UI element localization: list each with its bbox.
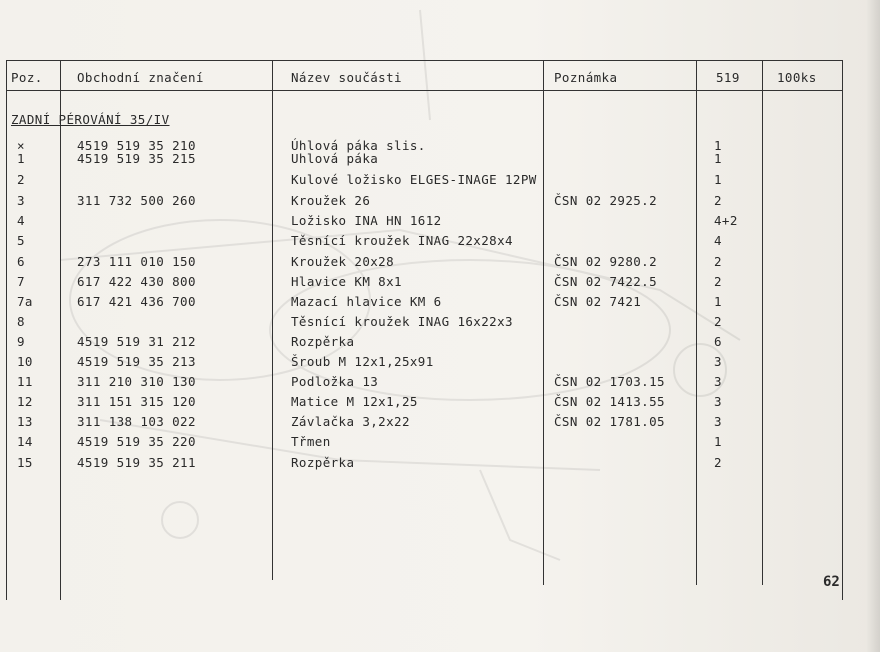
row-poz: 11 [17,374,33,389]
header-poznamka: Poznámka [554,70,618,85]
column-divider [272,60,273,580]
row-poz: 8 [17,314,25,329]
row-poz: 7 [17,274,25,289]
row-qty: 3 [714,414,722,429]
row-name: Těsnící kroužek INAG 16x22x3 [291,314,513,329]
row-code: 311 732 500 260 [77,193,196,208]
row-name: Ložisko INA HN 1612 [291,213,442,228]
page-edge-shadow [866,0,880,652]
row-note: ČSN 02 7421 [554,294,642,309]
row-qty: 2 [714,455,722,470]
row-poz: 7a [17,294,33,309]
row-poz: 1 [17,151,25,166]
row-name: Rozpěrka [291,455,355,470]
row-name: Uhlová páka [291,151,379,166]
row-qty: 3 [714,354,722,369]
row-poz: 3 [17,193,25,208]
header-100ks: 100ks [777,70,817,85]
row-qty: 6 [714,334,722,349]
row-qty: 1 [714,172,722,187]
row-name: Kroužek 20x28 [291,254,395,269]
row-poz: 6 [17,254,25,269]
row-code: 311 151 315 120 [77,394,196,409]
column-divider [696,60,697,585]
row-note: ČSN 02 1703.15 [554,374,665,389]
row-note: ČSN 02 9280.2 [554,254,658,269]
header-obchodni-znaceni: Obchodní značení [77,70,204,85]
row-qty: 1 [714,138,722,153]
header-poz: Poz. [11,70,43,85]
row-code: 4519 519 35 210 [77,138,196,153]
row-name: Rozpěrka [291,334,355,349]
row-code: 4519 519 35 213 [77,354,196,369]
row-name: Kroužek 26 [291,193,371,208]
header-bottom-border [6,90,843,91]
row-qty: 2 [714,254,722,269]
row-code: 4519 519 31 212 [77,334,196,349]
row-qty: 2 [714,193,722,208]
row-poz: × [17,138,25,153]
row-name: Těsnící kroužek INAG 22x28x4 [291,233,513,248]
row-note: ČSN 02 1781.05 [554,414,665,429]
row-qty: 2 [714,314,722,329]
row-poz: 14 [17,434,33,449]
column-divider [842,60,843,600]
row-poz: 13 [17,414,33,429]
row-code: 4519 519 35 220 [77,434,196,449]
row-code: 4519 519 35 211 [77,455,196,470]
row-poz: 12 [17,394,33,409]
header-nazev-soucasti: Název součásti [291,70,402,85]
row-name: Úhlová páka slis. [291,138,426,153]
column-divider [762,60,763,585]
row-qty: 1 [714,434,722,449]
row-code: 311 210 310 130 [77,374,196,389]
row-qty: 2 [714,274,722,289]
row-qty: 1 [714,151,722,166]
row-code: 273 111 010 150 [77,254,196,269]
row-qty: 1 [714,294,722,309]
row-qty: 3 [714,374,722,389]
row-qty: 3 [714,394,722,409]
section-title: ZADNÍ PÉROVÁNÍ 35/IV [11,112,170,127]
row-poz: 15 [17,455,33,470]
row-code: 617 421 436 700 [77,294,196,309]
row-code: 617 422 430 800 [77,274,196,289]
row-code: 311 138 103 022 [77,414,196,429]
row-name: Mazací hlavice KM 6 [291,294,442,309]
row-qty: 4+2 [714,213,738,228]
row-poz: 10 [17,354,33,369]
row-code: 4519 519 35 215 [77,151,196,166]
row-name: Hlavice KM 8x1 [291,274,402,289]
page-number: 62 [823,574,840,590]
header-519: 519 [716,70,740,85]
row-name: Podložka 13 [291,374,379,389]
row-name: Závlačka 3,2x22 [291,414,410,429]
row-name: Kulové ložisko ELGES-INAGE 12PW [291,172,537,187]
row-note: ČSN 02 7422.5 [554,274,658,289]
row-name: Šroub M 12x1,25x91 [291,354,434,369]
row-note: ČSN 02 1413.55 [554,394,665,409]
row-name: Třmen [291,434,331,449]
table-top-border [6,60,843,61]
row-poz: 5 [17,233,25,248]
row-name: Matice M 12x1,25 [291,394,418,409]
row-qty: 4 [714,233,722,248]
row-poz: 2 [17,172,25,187]
row-note: ČSN 02 2925.2 [554,193,658,208]
column-divider [6,60,7,600]
row-poz: 9 [17,334,25,349]
column-divider [60,60,61,600]
row-poz: 4 [17,213,25,228]
column-divider [543,60,544,585]
